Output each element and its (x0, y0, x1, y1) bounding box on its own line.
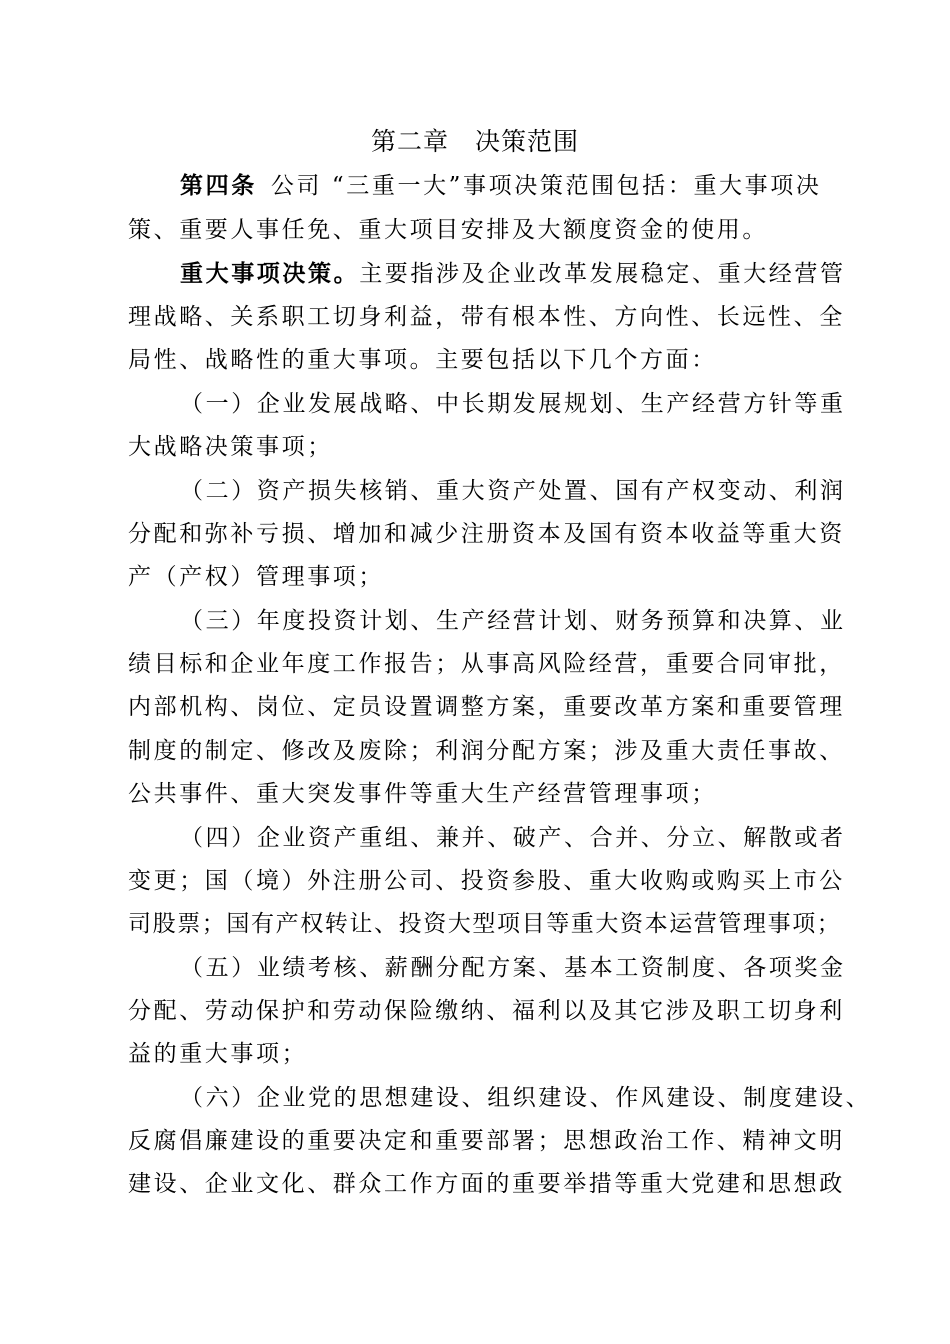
line-text: （三）年度投资计划、生产经营计划、财务预算和决算、业 (180, 608, 846, 634)
line-text: 绩目标和企业年度工作报告；从事高风险经营，重要合同审批， (128, 651, 845, 677)
line-text: 司股票；国有产权转让、投资大型项目等重大资本运营管理事项； (128, 911, 842, 937)
line-text: 主要指涉及企业改革发展稳定、重大经营管 (359, 261, 846, 287)
text-line (128, 514, 845, 554)
section-label: 重大事项决策。 (180, 261, 360, 287)
line-text: 内部机构、岗位、定员设置调整方案，重要改革方案和重要管理 (128, 694, 845, 720)
line-text: 变更；国（境）外注册公司、投资参股、重大收购或购买上市公 (128, 868, 845, 894)
chapter-heading (0, 122, 950, 162)
text-line (128, 687, 845, 727)
text-line (128, 861, 845, 901)
item-5-line-1 (180, 948, 846, 988)
item-6-line-1 (180, 1078, 871, 1118)
text-line (128, 731, 845, 771)
line-text: 产（产权）管理事项； (128, 564, 384, 590)
line-text: 益的重大事项； (128, 1041, 308, 1067)
text-line (128, 557, 384, 597)
line-text: 建设、企业文化、群众工作方面的重要举措等重大党建和思想政 (128, 1171, 845, 1197)
line-text: 制度的制定、修改及废除；利润分配方案；涉及重大责任事故、 (128, 738, 845, 764)
text-line (128, 210, 768, 250)
line-text: 公司 “三重一大”事项决策范围包括：重大事项决 (270, 173, 822, 199)
line-text: 分配和弥补亏损、增加和减少注册资本及国有资本收益等重大资 (128, 521, 845, 547)
line-text: 公共事件、重大突发事件等重大生产经营管理事项； (128, 781, 717, 807)
chapter-title: 决策范围 (475, 127, 580, 156)
line-text: （一）企业发展战略、中长期发展规划、生产经营方针等重 (180, 391, 846, 417)
item-3-line-1 (180, 601, 846, 641)
text-line (128, 644, 845, 684)
line-text: 分配、劳动保护和劳动保险缴纳、福利以及其它涉及职工切身利 (128, 998, 845, 1024)
line-text: 策、重要人事任免、重大项目安排及大额度资金的使用。 (128, 217, 768, 243)
text-line (128, 991, 845, 1031)
line-text: （五）业绩考核、薪酬分配方案、基本工资制度、各项奖金 (180, 955, 846, 981)
line-text: 局性、战略性的重大事项。主要包括以下几个方面： (128, 347, 717, 373)
text-line (128, 1121, 845, 1161)
item-4-line-1 (180, 818, 846, 858)
article-4-line-1 (180, 166, 821, 206)
article-label: 第四条 (180, 173, 257, 199)
chapter-number: 第二章 (370, 127, 449, 156)
text-line (128, 1034, 307, 1074)
text-line (128, 774, 717, 814)
item-1-line-1 (180, 384, 846, 424)
line-text: 理战略、关系职工切身利益，带有根本性、方向性、长远性、全 (128, 304, 845, 330)
line-text: 大战略决策事项； (128, 434, 333, 460)
line-text: 反腐倡廉建设的重要决定和重要部署；思想政治工作、精神文明 (128, 1128, 845, 1154)
line-text: （四）企业资产重组、兼并、破产、合并、分立、解散或者 (180, 825, 846, 851)
text-line (128, 1164, 845, 1204)
section-heading-line (180, 254, 846, 294)
line-text: （六）企业党的思想建设、组织建设、作风建设、制度建设、 (180, 1085, 872, 1111)
item-2-line-1 (180, 471, 846, 511)
text-line (128, 340, 717, 380)
text-line (128, 427, 333, 467)
text-line (128, 297, 845, 337)
line-text: （二）资产损失核销、重大资产处置、国有产权变动、利润 (180, 478, 846, 504)
text-line (128, 904, 841, 944)
